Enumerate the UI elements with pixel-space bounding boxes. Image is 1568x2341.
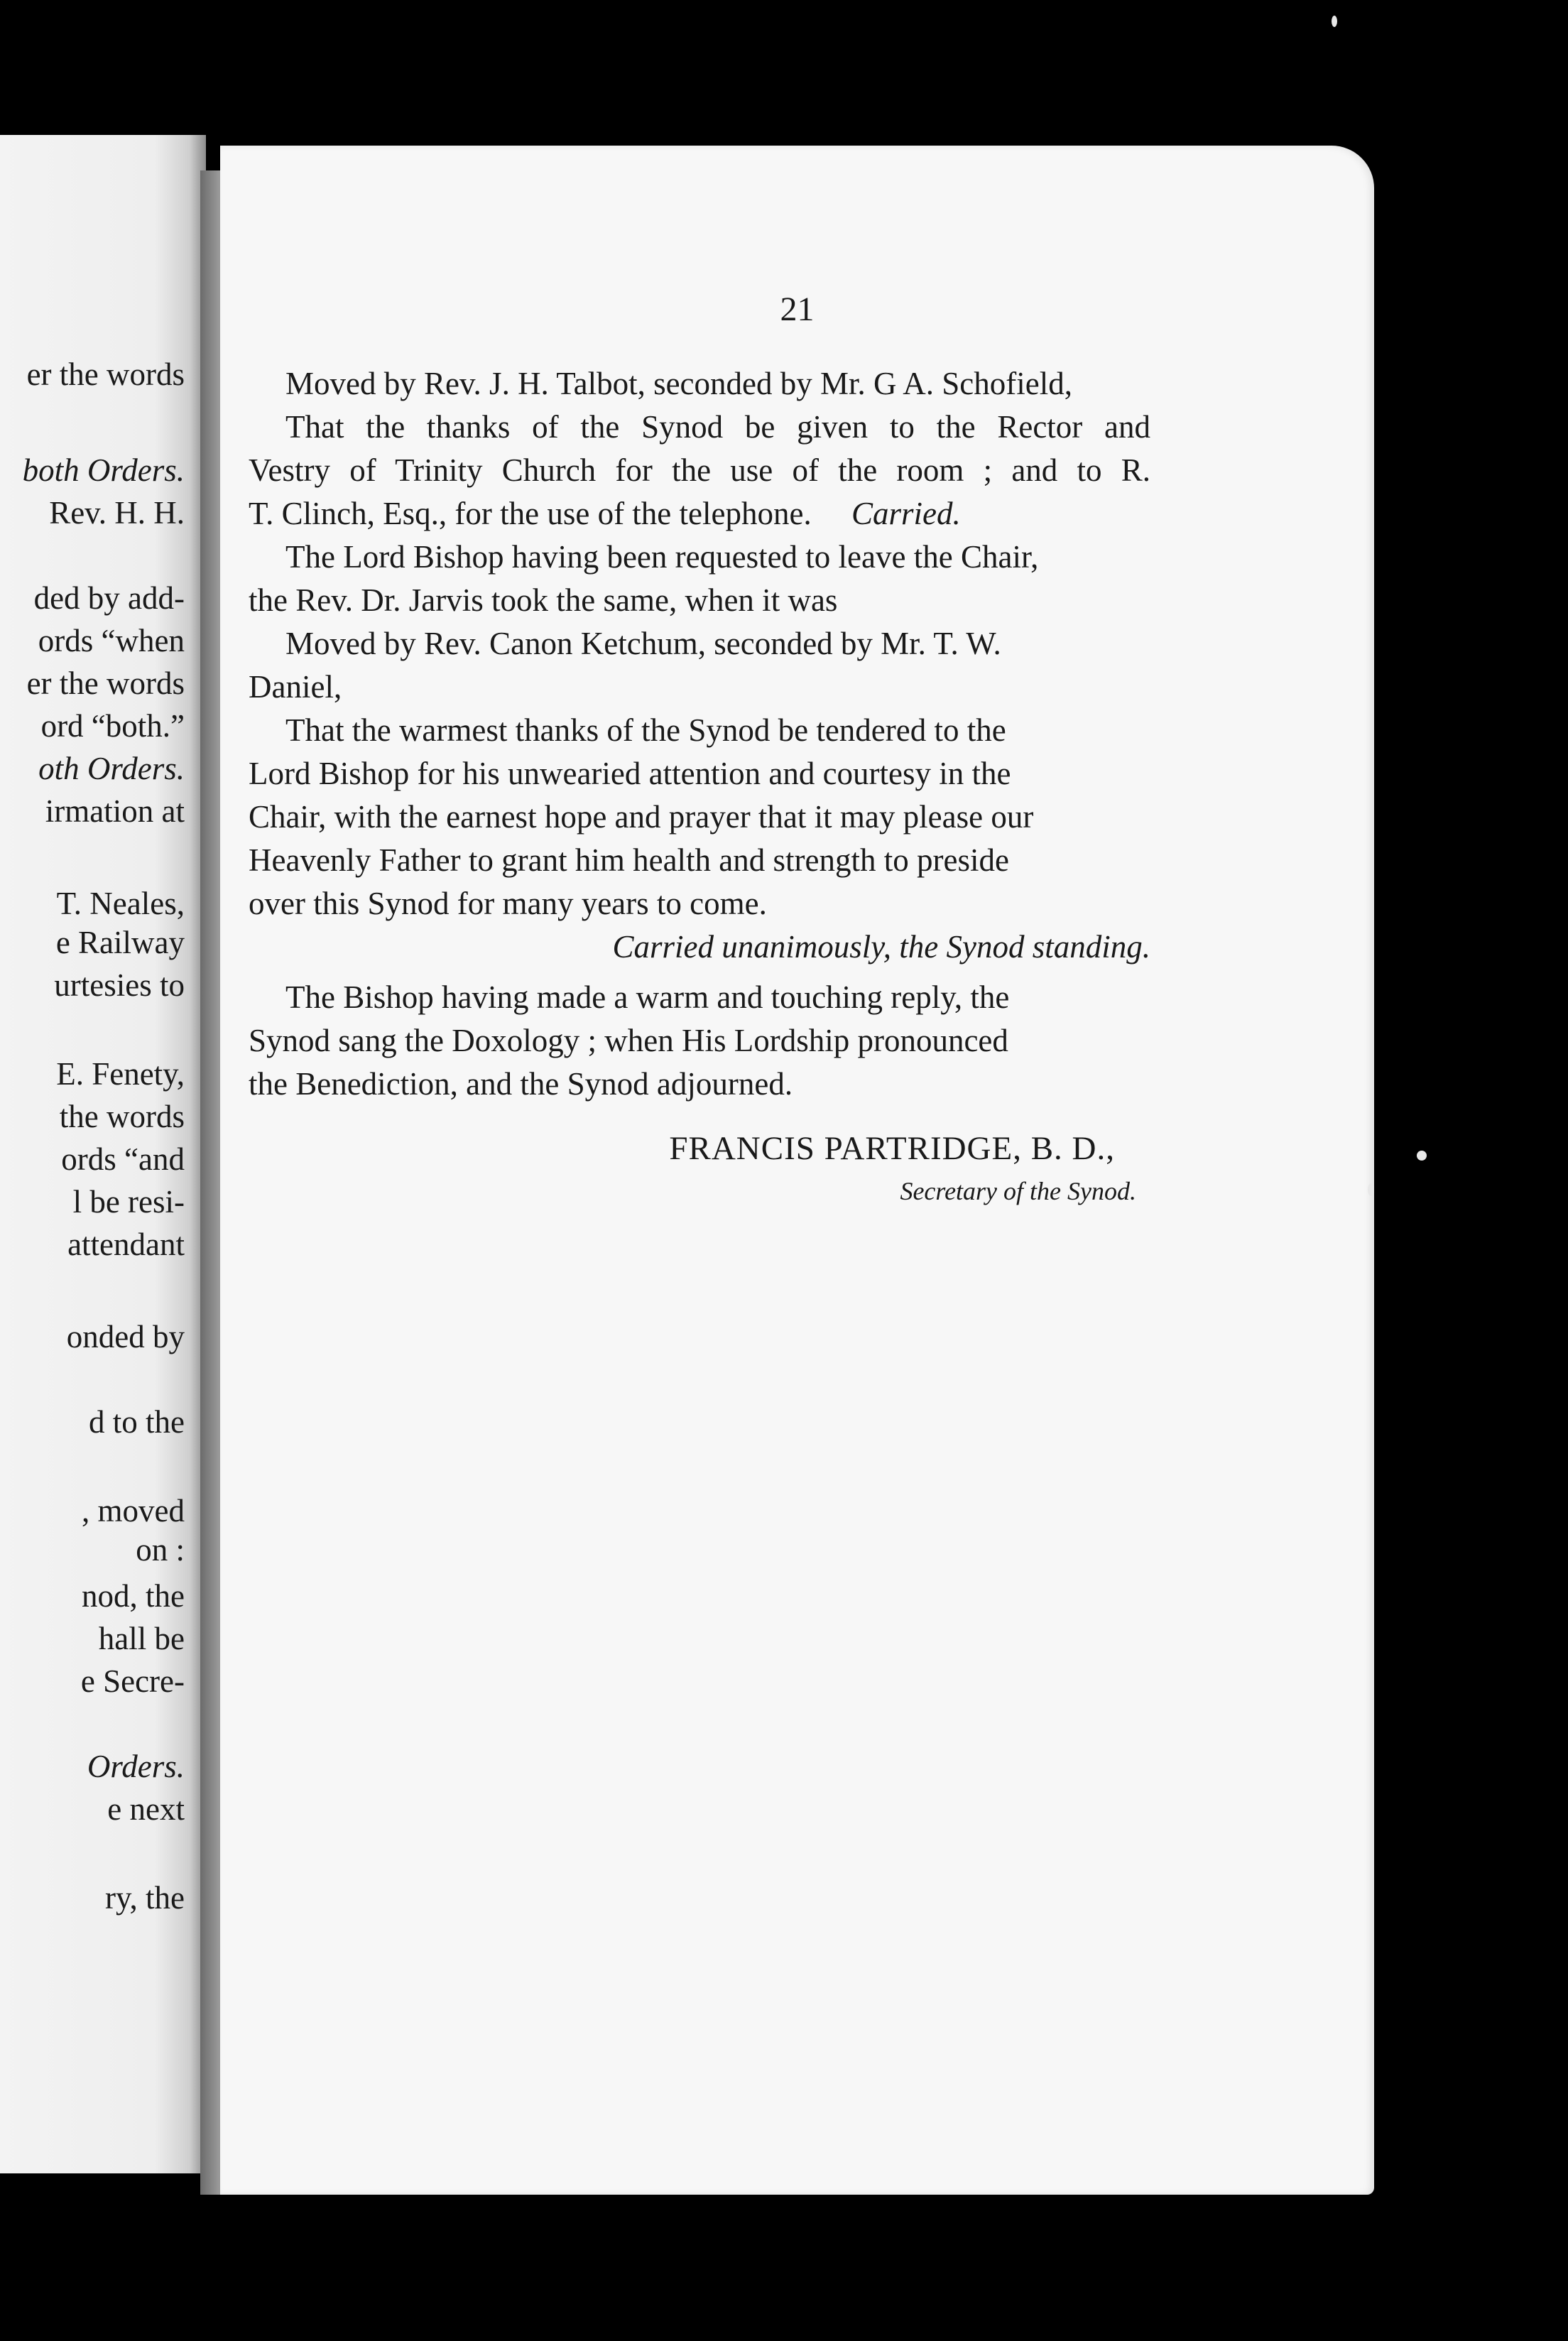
left-page-line: ords “and (61, 1141, 185, 1177)
right-page (220, 146, 1374, 2195)
left-page-line: onded by (66, 1319, 185, 1354)
carried-note: Carried. (851, 496, 961, 531)
closing-paragraph (249, 976, 1150, 1106)
text-line: Lord Bishop for his unwearied attention and courtesy in the (249, 756, 1011, 791)
left-page-line: e next (107, 1791, 185, 1827)
page-body (249, 362, 1150, 1209)
signature-title: Secretary of the Synod. (900, 1177, 1136, 1205)
dust-speck (1332, 16, 1337, 27)
text-line: Moved by Rev. Canon Ketchum, seconded by Mr. T. W. (285, 626, 1001, 661)
left-page-line: E. Fenety, (56, 1056, 185, 1092)
carried-unanimously-note: Carried unanimously, the Synod standing. (612, 929, 1150, 965)
left-page-line: ry, the (104, 1880, 185, 1916)
left-page-line: e Secre- (80, 1663, 185, 1699)
text-line: Chair, with the earnest hope and prayer that it may please our (249, 799, 1034, 835)
text-line: Synod sang the Doxology ; when His Lordship pronounced (249, 1023, 1008, 1058)
left-page (0, 135, 206, 2173)
text-line: Vestry of Trinity Church for the use of the room ; and to R. (249, 452, 1150, 488)
left-page-line: er the words (26, 666, 185, 701)
left-page-line: Rev. H. H. (49, 495, 185, 531)
left-page-line: oth Orders. (38, 751, 185, 786)
left-page-line: attendant (67, 1227, 185, 1262)
text-line: Moved by Rev. J. H. Talbot, seconded by Mr. G A. Schofield, (285, 366, 1072, 401)
text-line: The Lord Bishop having been requested to leave the Chair, (285, 539, 1039, 575)
left-page-line: irmation at (45, 793, 185, 829)
dust-speck (1417, 1151, 1427, 1161)
resolution-thanks-rector-end (249, 492, 1150, 536)
text-line: The Bishop having made a warm and touching reply, the (285, 979, 1010, 1015)
bishop-leaves-chair (249, 536, 1150, 622)
left-page-line: er the words (26, 357, 185, 392)
left-page-line: ord “both.” (40, 708, 185, 744)
motion-talbot (249, 362, 1150, 406)
signature-name: FRANCIS PARTRIDGE, B. D., (669, 1130, 1115, 1167)
left-page-line: l be resi- (72, 1184, 185, 1220)
left-page-line: e Railway (55, 925, 185, 960)
dust-speck (1368, 1183, 1374, 1196)
text-line: over this Synod for many years to come. (249, 886, 767, 921)
left-page-line: the words (59, 1099, 185, 1134)
left-page-line: urtesies to (54, 967, 185, 1003)
left-page-line: both Orders. (22, 452, 185, 488)
left-page-line: Orders. (87, 1749, 185, 1784)
left-page-line: d to the (89, 1404, 185, 1440)
page-number: 21 (780, 290, 815, 328)
left-page-line: hall be (98, 1621, 185, 1656)
resolution-thanks-rector (249, 406, 1150, 492)
text-line: the Rev. Dr. Jarvis took the same, when it was (249, 582, 838, 618)
motion-ketchum (249, 622, 1150, 709)
text-line: That the thanks of the Synod be given to the Rector and (285, 409, 1150, 445)
left-page-line: on : (136, 1532, 185, 1568)
resolution-thanks-bishop (249, 709, 1150, 925)
text-line: Heavenly Father to grant him health and strength to preside (249, 842, 1009, 878)
text-line: Daniel, (249, 669, 342, 705)
left-page-line: ded by add- (33, 580, 185, 616)
left-page-line: nod, the (82, 1578, 185, 1614)
left-page-line: , moved (82, 1493, 185, 1528)
text-line: T. Clinch, Esq., for the use of the telephone. (249, 496, 812, 531)
text-line: the Benediction, and the Synod adjourned. (249, 1066, 793, 1102)
left-page-line: T. Neales, (56, 886, 185, 921)
text-line: That the warmest thanks of the Synod be tendered to the (285, 712, 1006, 748)
left-page-line: ords “when (38, 623, 185, 658)
